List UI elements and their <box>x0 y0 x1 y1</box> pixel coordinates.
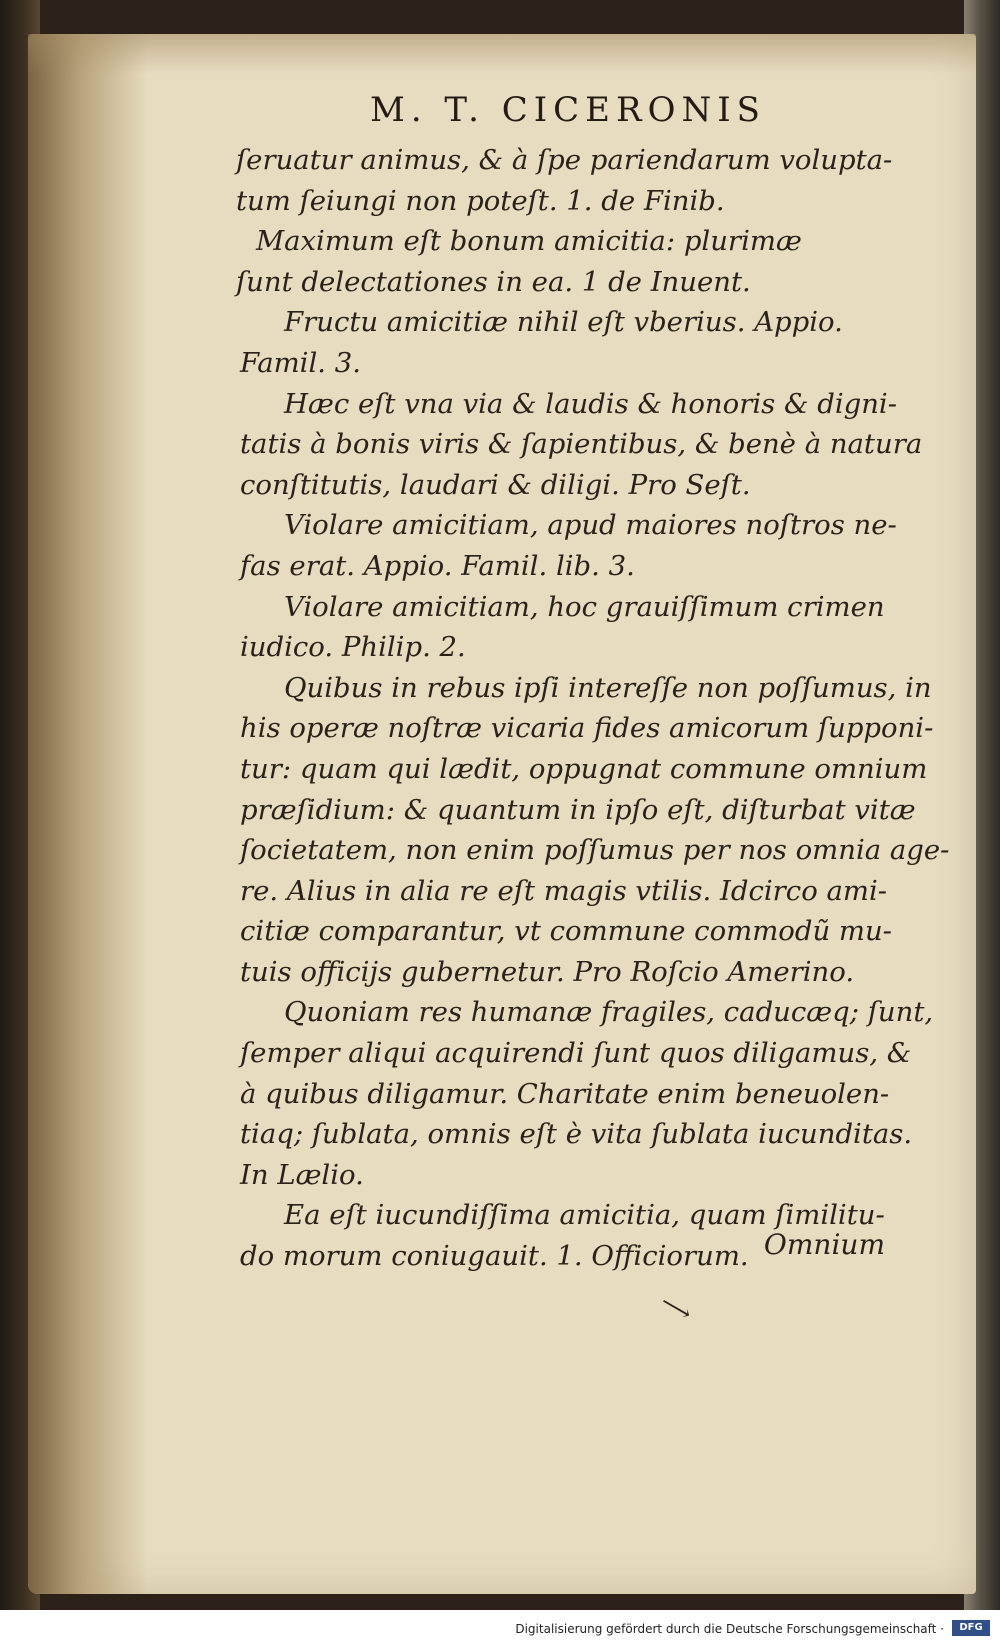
digitization-footer <box>0 1610 1000 1642</box>
text-line: Violare amicitiam, apud maiores noſtros ne- <box>284 509 897 542</box>
text-line: ſeruatur animus, & à ſpe pariendarum volupta- <box>236 144 893 176</box>
text-line: Famil. 3. <box>240 346 361 379</box>
text-line: Quoniam res humanæ fragiles, caducæq; ſunt, <box>284 996 934 1029</box>
text-line: conſtitutis, laudari & diligi. Pro Seſt. <box>240 468 751 501</box>
text-line: tatis à bonis viris & ſapientibus, & benè à natura <box>240 428 923 461</box>
running-header: M. T. CICERONIS <box>370 90 766 130</box>
text-line: præſidium: & quantum in ipſo eſt, diſturbat vitæ <box>240 793 916 826</box>
text-line: Fructu amicitiæ nihil eſt vberius. Appio. <box>284 306 843 339</box>
text-line: In Lælio. <box>240 1158 364 1191</box>
text-line: tuis officijs gubernetur. Pro Roſcio Amerino. <box>240 955 855 988</box>
text-line: do morum coniugauit. 1. Officiorum. <box>240 1240 749 1273</box>
text-line: iudico. Philip. 2. <box>240 631 466 664</box>
text-line: Maximum eſt bonum amicitia: plurimæ <box>256 225 802 258</box>
text-line: tur: quam qui lædit, oppugnat commune omnium <box>240 752 928 785</box>
text-line: tum ſeiungi non poteſt. 1. de Finib. <box>236 184 725 217</box>
funding-credit: Digitalisierung gefördert durch die Deutsche Forschungsgemeinschaft · <box>515 1622 944 1636</box>
text-line: ſocietatem, non enim poſſumus per nos omnia age- <box>240 834 950 867</box>
page-top-shadow <box>28 34 976 74</box>
catchword: Omnium <box>763 1228 885 1261</box>
text-line: Hæc eſt vna via & laudis & honoris & digni- <box>284 387 898 420</box>
text-line: his operæ noſtræ vicaria fides amicorum ſupponi- <box>240 712 934 745</box>
text-line: ſemper aliqui acquirendi ſunt quos diligamus, & <box>240 1037 912 1070</box>
page-stain <box>28 34 148 1594</box>
body-text <box>236 140 950 1277</box>
dfg-logo: DFG <box>952 1620 990 1636</box>
text-line: Quibus in rebus ipſi intereſſe non poſſumus, in <box>284 671 932 704</box>
text-line: Violare amicitiam, hoc grauiſſimum crimen <box>284 590 885 623</box>
text-line: à quibus diligamur. Charitate enim beneuolen- <box>240 1077 890 1110</box>
text-line: citiæ comparantur, vt commune commodũ mu- <box>240 915 892 948</box>
text-line: tiaq; ſublata, omnis eſt è vita ſublata iucunditas. <box>240 1118 913 1151</box>
text-line: Ea eſt iucundiſſima amicitia, quam ſimilitu- <box>284 1199 885 1232</box>
ink-mark-glyph: ⟶ <box>655 1289 696 1328</box>
text-line: ſunt delectationes in ea. 1 de Inuent. <box>236 265 751 298</box>
text-line: fas erat. Appio. Famil. lib. 3. <box>240 549 635 582</box>
text-line: re. Alius in alia re eſt magis vtilis. Idcirco ami- <box>240 874 888 907</box>
